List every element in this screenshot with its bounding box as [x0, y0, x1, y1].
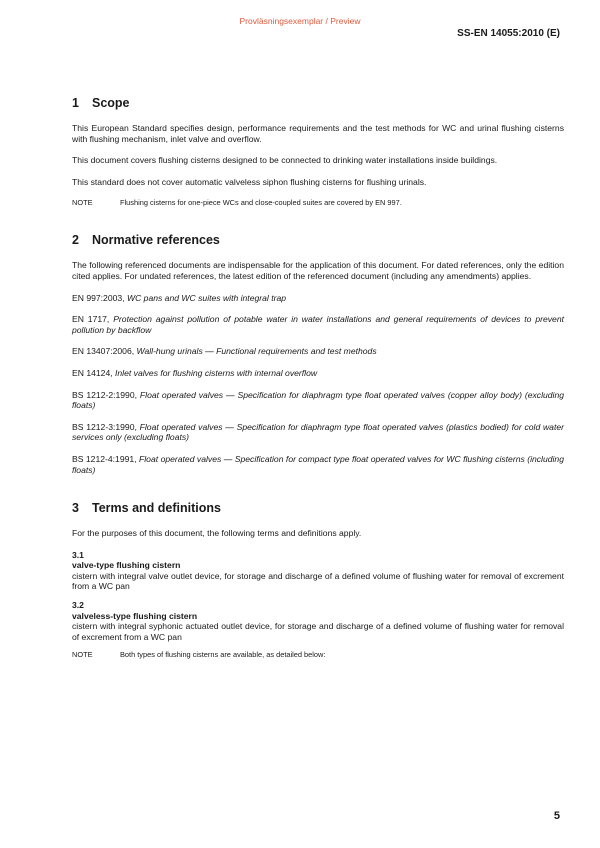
page-number: 5 [553, 810, 560, 822]
section-heading [72, 96, 564, 110]
section-number: 3 [72, 501, 79, 516]
section-heading [72, 233, 564, 247]
reference-title: WC pans and WC suites with integral trap [126, 292, 287, 303]
paragraph: This European Standard specifies design, performance requirements and the test methods for WC and urinal flushing cisterns with flushing mechanism, inlet valve and overflow. [72, 123, 564, 144]
term-name: valveless-type flushing cistern [72, 610, 198, 621]
section-terms-and-definitions [72, 501, 564, 659]
term-definition: cistern with integral valve outlet device, for storage and discharge of a defined volume of flushing water for removal of excrement from a WC pan [72, 570, 564, 592]
reference-title: Protection against pollution of potable water in water installations and general requirements of devices to prevent pollution by backflow [72, 314, 564, 335]
note-text: Both types of flushing cisterns are available, as detailed below: [120, 650, 326, 660]
reference-title: Wall-hung urinals — Functional requirements and test methods [136, 346, 377, 357]
section-number: 1 [72, 96, 79, 110]
paragraph: This document covers flushing cisterns designed to be connected to drinking water installations inside buildings. [72, 155, 498, 166]
note-label: NOTE [72, 198, 93, 208]
reference-id: EN 14124, [72, 367, 113, 378]
reference-id: BS 1212-2:1990, [72, 389, 138, 400]
reference-title: Float operated valves — Specification for diaphragm type float operated valves (copper alloy body) (excluding floats) [72, 389, 565, 411]
reference-item [72, 293, 564, 304]
reference-id: BS 1212-4:1991, [72, 453, 137, 464]
reference-item [72, 368, 564, 379]
note-label: NOTE [72, 650, 93, 660]
reference-id: EN 1717, [72, 314, 110, 325]
term-definition: cistern with integral syphonic actuated outlet device, for storage and discharge of a defined volume of flushing water for removal of excrement from a WC pan [72, 621, 564, 642]
note [72, 650, 564, 659]
reference-title: Float operated valves — Specification for compact type float operated valves for WC flushing cisterns (including floats) [72, 453, 564, 475]
reference-id: EN 997:2003, [72, 292, 125, 303]
term-name: valve-type flushing cistern [72, 560, 181, 571]
reference-title: Inlet valves for flushing cisterns with internal overflow [115, 367, 318, 378]
paragraph: For the purposes of this document, the following terms and definitions apply. [72, 528, 362, 539]
reference-item [72, 314, 564, 335]
term-number: 3.1 [72, 549, 84, 560]
note-text: Flushing cisterns for one-piece WCs and close-coupled suites are covered by EN 997. [120, 198, 402, 208]
note [72, 198, 564, 207]
section-title: Scope [92, 96, 130, 110]
section-number: 2 [72, 233, 79, 248]
document-id: SS-EN 14055:2010 (E) [457, 28, 560, 39]
section-scope [72, 96, 564, 207]
term-number: 3.2 [72, 600, 84, 611]
paragraph: The following referenced documents are indispensable for the application of this document. For dated references, only the edition cited applies. For undated references, the latest edition of the referenced document (including any amendments) applies. [72, 260, 564, 281]
reference-item [72, 346, 564, 357]
section-title: Terms and definitions [92, 501, 221, 516]
reference-id: BS 1212-3:1990, [72, 421, 137, 432]
reference-item [72, 454, 564, 475]
reference-item [72, 422, 564, 443]
section-heading [72, 501, 564, 515]
reference-title: Float operated valves — Specification for diaphragm type float operated valves (plastics bodied) for cold water services only (excluding floats) [72, 421, 564, 443]
preview-watermark: Provläsningsexemplar / Preview [239, 16, 361, 26]
page-content [72, 96, 564, 669]
section-normative-references [72, 233, 564, 475]
reference-item [72, 390, 564, 411]
paragraph: This standard does not cover automatic valveless siphon flushing cisterns for flushing urinals. [72, 176, 427, 187]
reference-id: EN 13407:2006, [72, 346, 135, 357]
section-title: Normative references [92, 233, 220, 248]
